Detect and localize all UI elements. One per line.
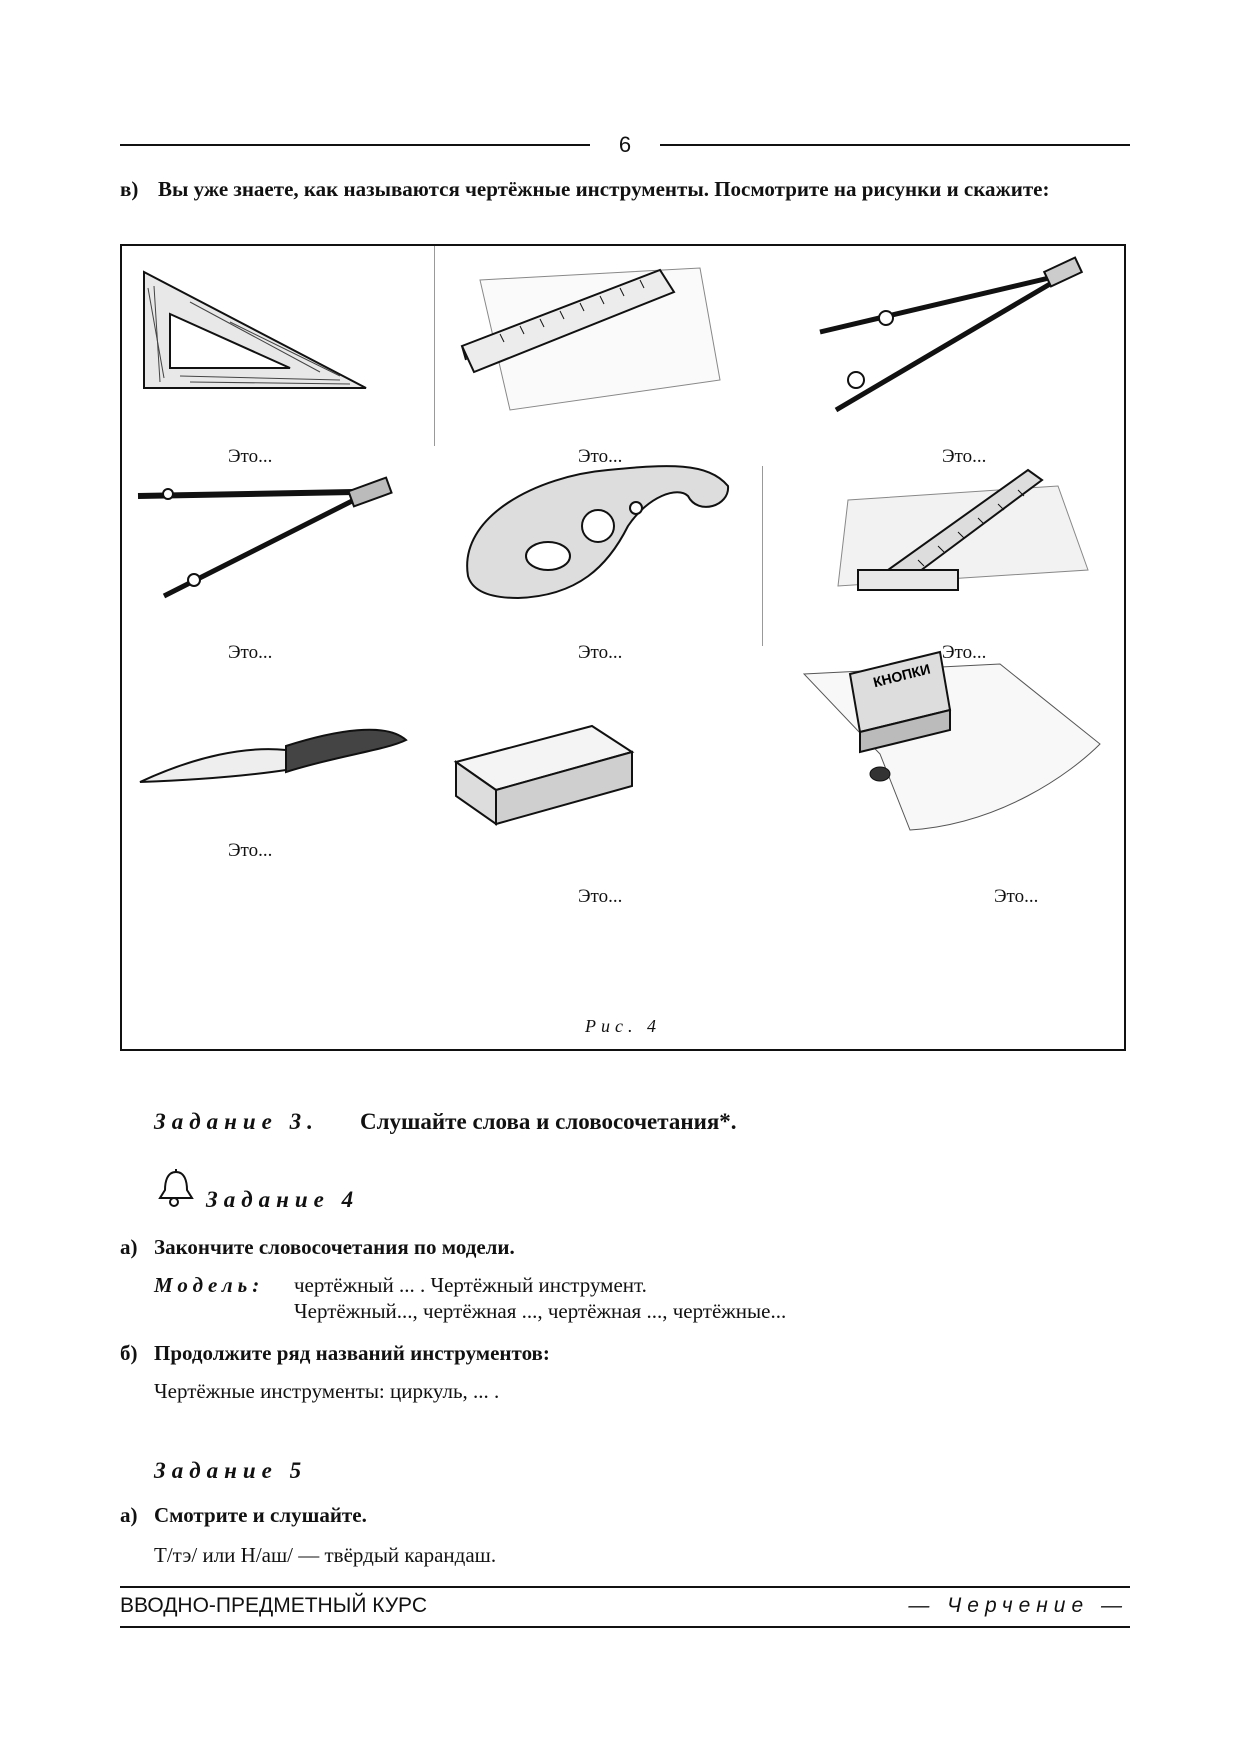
page-number: 6 <box>618 132 632 157</box>
task4-b-answer: Чертёжные инструменты: циркуль, ... . <box>154 1379 500 1403</box>
divider-compass-illustration <box>134 472 404 602</box>
item-caption: Это... <box>578 446 623 467</box>
push-pins-box-illustration <box>800 634 1110 844</box>
figure-4 <box>120 244 1126 1051</box>
section-v <box>120 176 1130 202</box>
task5-a-text: Смотрите и слушайте. <box>154 1503 367 1527</box>
section-v-text: Вы уже знаете, как называются чертёжные инструменты. Посмотрите на рисунки и скажите: <box>158 177 1050 201</box>
drawing-compass-illustration <box>816 260 1106 420</box>
item-caption: Это... <box>578 886 623 907</box>
footer-rule-bottom <box>120 1626 1130 1628</box>
set-square-illustration <box>140 268 370 408</box>
bell-icon <box>156 1168 196 1208</box>
task4-a-label: а) <box>120 1235 138 1259</box>
section-v-label: в) <box>120 177 139 201</box>
header-rule-right <box>660 144 1130 146</box>
french-curve-illustration <box>458 456 738 606</box>
t-square-illustration <box>828 460 1098 600</box>
task3-title: Задание 3. <box>154 1109 319 1134</box>
figure-caption: Рис. 4 <box>585 1016 661 1036</box>
item-caption: Это... <box>942 446 987 467</box>
item-caption: Это... <box>228 840 273 861</box>
knife-illustration <box>136 706 416 806</box>
header-rule-left <box>120 144 590 146</box>
footer-subject: — Черчение — <box>908 1594 1128 1617</box>
item-caption: Это... <box>228 642 273 663</box>
item-caption: Это... <box>228 446 273 467</box>
task4-title: Задание 4 <box>206 1187 360 1212</box>
task4-a-text: Закончите словосочетания по модели. <box>154 1235 515 1259</box>
cell-separator <box>434 246 435 446</box>
footer-rule-top <box>120 1586 1130 1588</box>
model-line-1: чертёжный ... . Чертёжный инструмент. <box>294 1273 647 1297</box>
model-line-2: Чертёжный..., чертёжная ..., чертёжная ..., чертёжные... <box>294 1299 787 1323</box>
item-caption: Это... <box>942 642 987 663</box>
box-label: КНОПКИ <box>871 660 932 691</box>
task5-a-label: а) <box>120 1503 138 1527</box>
task5-title: Задание 5 <box>154 1458 308 1483</box>
task5-a-line: Т/тэ/ или Н/аш/ — твёрдый карандаш. <box>154 1543 497 1567</box>
cell-separator <box>762 466 763 646</box>
item-caption: Это... <box>578 642 623 663</box>
footer-course-title: ВВОДНО-ПРЕДМЕТНЫЙ КУРС <box>120 1594 427 1617</box>
ruler-illustration <box>440 260 730 430</box>
item-caption: Это... <box>994 886 1039 907</box>
task4-b-label: б) <box>120 1341 138 1365</box>
task4-b-text: Продолжите ряд названий инструментов: <box>154 1341 550 1365</box>
task3-text: Слушайте слова и словосочетания*. <box>360 1109 737 1134</box>
model-label: Модель: <box>154 1273 265 1297</box>
eraser-illustration <box>452 712 652 832</box>
